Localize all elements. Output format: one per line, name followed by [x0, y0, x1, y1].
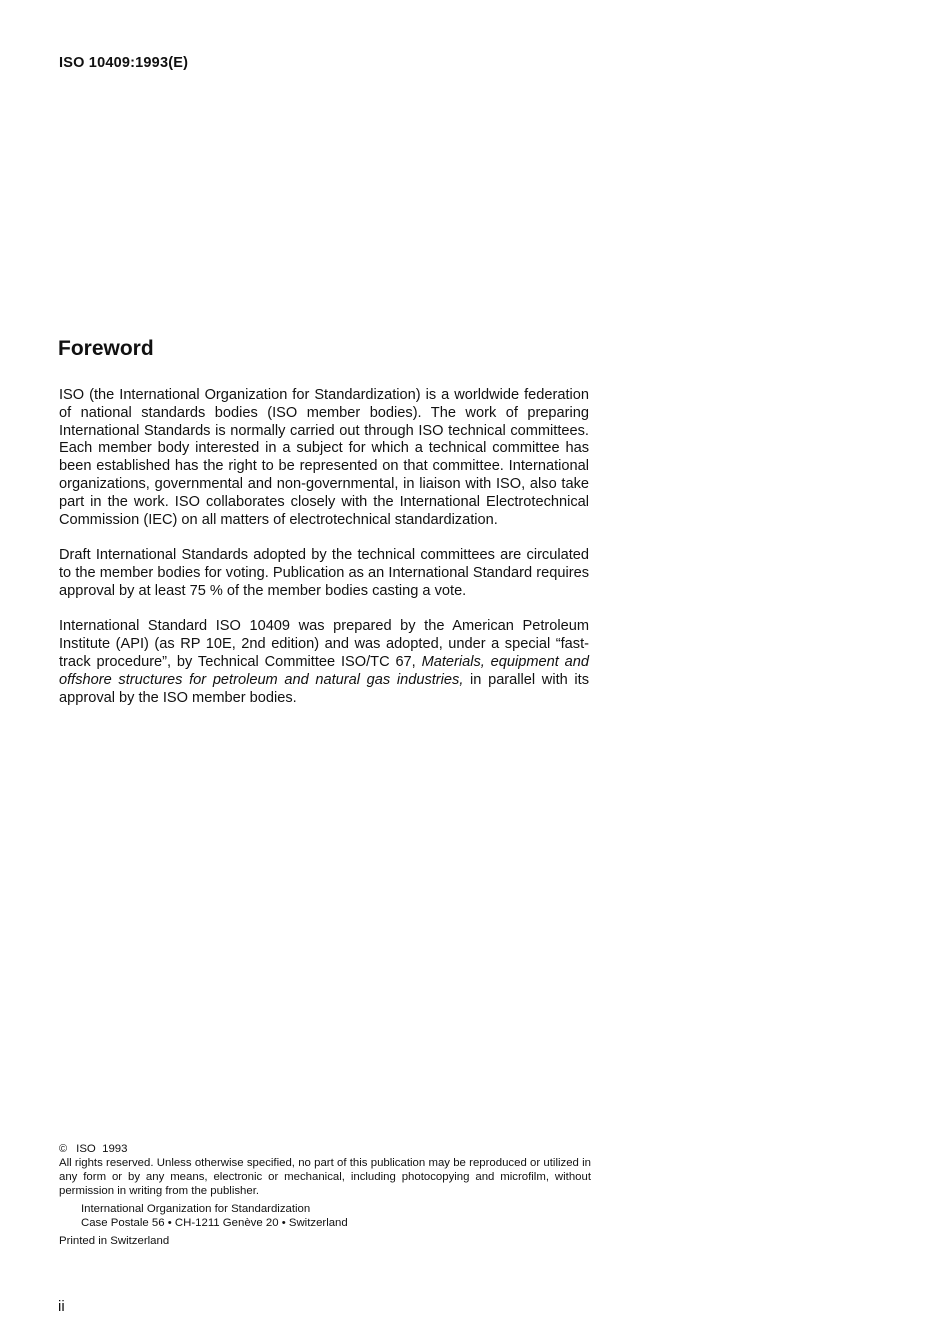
committee-scope-italic: Materials, equipment and offshore structures for petroleum and natural gas industries, — [59, 653, 589, 688]
foreword-paragraph-3-end: in parallel with its approval by the ISO member bodies. — [59, 671, 589, 706]
copyright-symbol: © — [59, 1143, 68, 1155]
foreword-paragraph-3-text: International Standard ISO 10409 was prepared by the American Petroleum Institute (API) (as RP 10E, 2nd edition) and was adopted, under a special “fast-track procedure”, by Technical Committee ISO/TC 67, — [59, 618, 589, 670]
publisher-address — [81, 1202, 591, 1230]
publisher-name: International Organization for Standardization — [81, 1203, 311, 1215]
document-id: ISO 10409:1993(E) — [59, 55, 189, 71]
foreword-paragraph-3 — [59, 618, 589, 707]
copyright-block — [59, 1142, 591, 1248]
publisher-postal-address: Case Postale 56 • CH-1211 Genève 20 • Switzerland — [81, 1217, 348, 1229]
copyright-line — [59, 1142, 591, 1156]
foreword-paragraph-1: ISO (the International Organization for Standardization) is a worldwide federation of national standards bodies (ISO member bodies). The work of preparing International Standards is normally carried out through ISO technical committees. Each member body interested in a subject for which a technical committee has been established has the right to be represented on that committee. International organizations, governmental and non-governmental, in liaison with ISO, also take part in the work. ISO collaborates closely with the International Electrotechnical Commission (IEC) on all matters of electrotechnical standardization. — [59, 387, 589, 528]
copyright-text: ISO 1993 — [76, 1143, 128, 1155]
rights-statement: All rights reserved. Unless otherwise specified, no part of this publication may be reproduced or utilized in any form or by any means, electronic or mechanical, including photocopying and microfilm, without permission in writing from the publisher. — [59, 1157, 591, 1197]
printed-in: Printed in Switzerland — [59, 1235, 170, 1247]
foreword-paragraph-2: Draft International Standards adopted by the technical committees are circulated to the member bodies for voting. Publication as an International Standard requires approval by at least 75 % of the member bodies casting a vote. — [59, 547, 589, 599]
page-number: ii — [58, 1298, 65, 1315]
foreword-heading: Foreword — [58, 337, 154, 360]
foreword-body — [59, 387, 589, 725]
